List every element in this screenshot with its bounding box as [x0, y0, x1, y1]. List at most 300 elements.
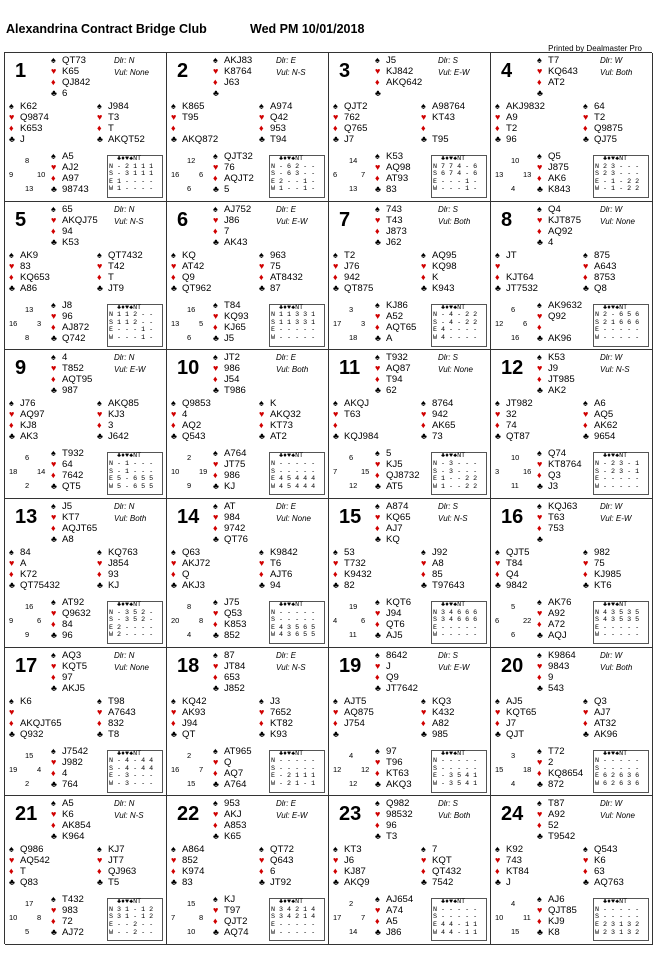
spade-holding	[421, 101, 465, 112]
hcp-east: 5	[199, 318, 204, 328]
cards: AT2	[270, 431, 287, 443]
dd-row: W - 3 5 4 1	[433, 780, 478, 788]
diamond-icon: ♦	[583, 866, 588, 877]
spade-holding	[495, 696, 536, 707]
cards: A864	[182, 844, 205, 856]
diamond-holding	[51, 820, 91, 831]
club-holding	[537, 184, 570, 195]
cards: QT875	[344, 282, 374, 294]
board-24	[491, 796, 653, 945]
club-icon: ♣	[9, 282, 15, 293]
club-holding	[171, 134, 218, 145]
cards: AJ7	[594, 706, 611, 718]
spade-icon: ♠	[171, 844, 176, 855]
diamond-icon: ♦	[97, 420, 102, 431]
heart-holding	[333, 261, 373, 272]
hcp-south: 9	[187, 481, 192, 491]
cards: K8764	[224, 66, 252, 77]
diamond-holding	[375, 77, 422, 88]
diamond-holding	[333, 123, 367, 134]
double-dummy-table	[107, 750, 163, 793]
dd-row: S 4 3 5 3 5	[595, 616, 640, 625]
dd-row: W - - - 1 -	[433, 185, 478, 194]
diamond-icon: ♦	[333, 866, 338, 877]
heart-icon: ♥	[495, 409, 501, 420]
cards: KJ	[224, 481, 236, 493]
spade-holding	[171, 250, 211, 261]
cards: AQ98	[386, 162, 411, 173]
heart-icon: ♥	[51, 607, 57, 618]
spade-holding	[333, 250, 373, 261]
cards: K53	[386, 151, 404, 162]
club-holding	[97, 729, 136, 740]
dd-row: E 2 - - - -	[109, 623, 154, 632]
cards: 62	[386, 385, 397, 397]
heart-holding	[375, 459, 420, 470]
cards: T6	[270, 557, 282, 569]
heart-holding	[213, 162, 254, 173]
heart-holding	[213, 459, 246, 470]
cards: K65	[62, 66, 80, 77]
heart-icon: ♥	[9, 557, 15, 568]
spade-holding	[259, 250, 303, 261]
cards: Q932	[20, 728, 44, 740]
hand-north	[213, 55, 252, 99]
hand-north	[51, 798, 91, 842]
diamond-holding	[421, 569, 465, 580]
diamond-icon: ♦	[421, 568, 426, 579]
cards: 9	[548, 671, 554, 683]
heart-holding	[9, 558, 60, 569]
dd-row: S 2 3 - - -	[595, 170, 640, 179]
hand-west	[495, 398, 533, 442]
diamond-holding	[537, 523, 577, 534]
cards: AK93	[182, 706, 206, 718]
spade-icon: ♠	[537, 448, 542, 459]
heart-holding	[333, 112, 367, 123]
club-holding	[333, 729, 374, 740]
hcp-compass	[9, 305, 47, 345]
diamond-holding	[97, 569, 138, 580]
heart-icon: ♥	[537, 660, 543, 671]
dealer-vul	[438, 204, 478, 228]
spade-icon: ♠	[583, 249, 588, 260]
club-holding	[537, 88, 578, 99]
board-15	[329, 499, 491, 648]
cards: AKJ83	[224, 55, 253, 66]
dd-row: S - 3 - - -	[433, 467, 478, 476]
cards: K9432	[344, 568, 372, 580]
cards: AQ3	[62, 649, 82, 661]
cards: J3	[270, 695, 281, 707]
cards: 942	[432, 409, 449, 421]
cards: A82	[432, 717, 450, 729]
diamond-holding	[213, 820, 246, 831]
spade-holding	[9, 696, 62, 707]
cards: J7542	[62, 745, 89, 757]
heart-holding	[51, 757, 88, 768]
heart-holding	[583, 261, 616, 272]
spade-holding	[375, 204, 407, 215]
spade-holding	[9, 547, 60, 558]
cards: Q9632	[62, 607, 91, 619]
hand-east	[421, 547, 465, 591]
club-icon: ♣	[51, 682, 57, 693]
cards: J92	[432, 546, 448, 558]
hcp-west: 6	[495, 615, 500, 625]
spade-icon: ♠	[213, 745, 218, 756]
hand-west	[495, 696, 536, 740]
hcp-south: 13	[349, 184, 358, 193]
cards: 73	[432, 431, 443, 443]
spade-icon: ♠	[375, 299, 380, 310]
club-icon: ♣	[375, 629, 381, 640]
hcp-east: 6	[361, 615, 366, 625]
heart-icon: ♥	[333, 409, 339, 420]
spade-holding	[537, 300, 582, 311]
diamond-holding	[259, 272, 303, 283]
diamond-holding	[375, 523, 411, 534]
club-holding	[97, 877, 136, 888]
hcp-compass	[333, 156, 371, 196]
cards: K865	[182, 101, 205, 112]
heart-holding	[51, 459, 84, 470]
heart-holding	[375, 311, 416, 322]
club-holding	[213, 333, 249, 344]
cards: AQ875	[344, 706, 374, 718]
diamond-holding	[583, 123, 623, 134]
diamond-icon: ♦	[51, 820, 56, 831]
heart-icon: ♥	[213, 459, 219, 470]
heart-icon: ♥	[537, 809, 543, 820]
spade-holding	[333, 547, 372, 558]
hcp-south: 15	[511, 927, 520, 937]
board-number: 3	[339, 60, 351, 82]
heart-holding	[537, 661, 576, 672]
club-icon: ♣	[213, 236, 219, 247]
cards: A8	[62, 533, 74, 545]
diamond-icon: ♦	[51, 522, 56, 533]
club-icon: ♣	[171, 728, 177, 739]
diamond-icon: ♦	[9, 420, 14, 431]
dealer-label: Dlr: E	[276, 501, 296, 511]
heart-icon: ♥	[495, 706, 501, 717]
hcp-east: 10	[37, 170, 46, 179]
cards: Q643	[270, 855, 294, 867]
cards: 764	[62, 778, 79, 790]
cards: AQ74	[224, 927, 249, 939]
cards: T986	[224, 385, 246, 397]
cards: AQ2	[182, 420, 202, 432]
cards: KQ	[182, 249, 196, 261]
heart-icon: ♥	[333, 855, 339, 866]
hand-north	[537, 55, 578, 99]
spade-holding	[171, 844, 204, 855]
double-dummy-table	[431, 155, 487, 198]
club-holding	[213, 927, 249, 938]
heart-icon: ♥	[9, 706, 15, 717]
cards: 85	[432, 568, 443, 580]
cards: 6	[270, 866, 276, 878]
diamond-holding	[375, 768, 412, 779]
vulnerability-label: Vul: Both	[276, 365, 309, 375]
hand-south	[375, 746, 412, 790]
diamond-holding	[213, 672, 245, 683]
hcp-west: 3	[495, 467, 500, 477]
heart-holding	[213, 809, 246, 820]
cards: 7642	[62, 470, 84, 482]
heart-icon: ♥	[537, 363, 543, 374]
spade-holding	[171, 696, 207, 707]
cards: K	[270, 398, 277, 410]
club-holding	[333, 283, 373, 294]
diamond-icon: ♦	[213, 173, 218, 183]
hcp-east: 16	[523, 467, 532, 477]
spade-holding	[259, 398, 301, 409]
dealer-label: Dlr: E	[276, 799, 296, 809]
heart-icon: ♥	[537, 310, 543, 321]
spade-holding	[421, 547, 465, 558]
hand-east	[583, 398, 617, 442]
diamond-icon: ♦	[51, 374, 56, 385]
cards: 74	[506, 420, 517, 432]
cards: J7	[506, 717, 517, 729]
dd-row: W 4 - - - -	[433, 334, 478, 343]
diamond-icon: ♦	[213, 820, 218, 831]
spade-icon: ♠	[9, 101, 14, 111]
heart-icon: ♥	[171, 112, 177, 122]
heart-holding	[421, 409, 455, 420]
cards: AJ872	[62, 321, 90, 333]
dealer-vul	[276, 204, 316, 228]
diamond-icon: ♦	[537, 618, 542, 629]
vulnerability-label: Vul: E-W	[600, 513, 632, 523]
hcp-north: 10	[511, 156, 520, 165]
cards: AK6	[548, 173, 567, 184]
double-dummy-table	[593, 750, 649, 793]
heart-holding	[375, 215, 407, 226]
cards: J	[386, 660, 391, 672]
diamond-holding	[9, 718, 62, 729]
spade-icon: ♠	[583, 844, 588, 855]
heart-icon: ♥	[421, 706, 427, 717]
cards: 98532	[386, 809, 413, 821]
heart-holding	[375, 757, 412, 768]
spade-holding	[213, 352, 246, 363]
cards: T3	[108, 112, 120, 123]
cards: AJ5	[386, 629, 403, 641]
cards: T8	[108, 728, 120, 740]
hcp-south: 16	[511, 332, 520, 342]
diamond-holding	[583, 718, 617, 729]
dd-row: E - - - - -	[433, 623, 478, 632]
cards: K853	[224, 618, 247, 630]
club-holding	[213, 385, 246, 396]
spade-icon: ♠	[333, 398, 338, 409]
club-holding	[375, 534, 411, 545]
diamond-icon: ♦	[537, 470, 542, 481]
cards: AJ6	[548, 894, 565, 906]
board-19	[329, 648, 491, 797]
cards: QT72	[270, 844, 294, 856]
spade-icon: ♠	[421, 249, 426, 260]
board-number: 1	[15, 60, 27, 82]
spade-icon: ♠	[171, 249, 176, 260]
spade-icon: ♠	[51, 203, 56, 214]
club-holding	[537, 534, 577, 545]
hand-south	[213, 894, 249, 938]
spade-holding	[495, 547, 529, 558]
diamond-holding	[97, 123, 145, 134]
cards: 84	[20, 546, 31, 558]
dd-header: ♣♦♥♠NT	[595, 303, 628, 312]
cards: AKQ85	[108, 398, 139, 410]
cards: JT9	[108, 282, 124, 294]
hcp-south: 9	[25, 629, 30, 639]
diamond-icon: ♦	[213, 321, 218, 332]
hand-south	[537, 448, 582, 492]
cards: Q53	[224, 607, 243, 619]
cards: 97	[62, 671, 73, 683]
heart-holding	[213, 66, 252, 77]
spade-holding	[375, 798, 413, 809]
heart-icon: ♥	[375, 660, 381, 671]
spade-icon: ♠	[537, 151, 542, 161]
hcp-east: 3	[37, 318, 42, 328]
diamond-holding	[51, 672, 87, 683]
spade-holding	[537, 894, 577, 905]
hand-south	[375, 448, 420, 492]
hand-west	[495, 250, 538, 294]
club-holding	[583, 283, 616, 294]
cards: AQ87	[386, 363, 411, 375]
dd-row: N 1 1 3 3 1	[271, 311, 316, 320]
hand-south	[375, 151, 411, 195]
diamond-holding	[537, 322, 582, 333]
dd-row: N 3 4 6 6 6	[433, 608, 478, 617]
double-dummy-table	[269, 601, 325, 644]
cards: JT985	[548, 374, 575, 386]
cards: 5	[224, 184, 230, 195]
vulnerability-label: Vul: Both	[114, 513, 147, 523]
hand-north	[375, 204, 407, 248]
club-holding	[537, 333, 582, 344]
heart-holding	[421, 707, 454, 718]
cards: 4	[548, 236, 554, 248]
heart-holding	[259, 707, 293, 718]
dd-row: W 4 4 - 1 1	[433, 928, 478, 937]
cards: KT8764	[548, 459, 582, 471]
hand-west	[333, 250, 373, 294]
cards: KQ98	[432, 260, 457, 272]
diamond-holding	[259, 569, 298, 580]
heart-holding	[51, 512, 97, 523]
spade-holding	[537, 746, 583, 757]
cards: AKQ32	[270, 409, 301, 421]
dd-row: S - - - - -	[271, 616, 316, 625]
hcp-west: 20	[171, 615, 180, 625]
dd-row: N 2 3 - - -	[595, 162, 640, 171]
dd-row: E - 1 - 2 2	[595, 177, 640, 186]
heart-holding	[537, 162, 570, 173]
cards: QJ963	[108, 866, 137, 878]
club-icon: ♣	[259, 134, 265, 144]
hand-east	[259, 844, 294, 888]
board-21	[5, 796, 167, 945]
cards: T852	[62, 363, 84, 375]
hand-south	[213, 300, 249, 344]
club-holding	[583, 729, 617, 740]
hand-west	[9, 844, 50, 888]
spade-icon: ♠	[421, 101, 426, 111]
spade-icon: ♠	[97, 101, 102, 111]
hand-north	[375, 650, 418, 694]
double-dummy-table	[269, 452, 325, 495]
dd-header: ♣♦♥♠NT	[433, 600, 466, 609]
diamond-holding	[213, 173, 254, 184]
cards: QJT5	[506, 546, 530, 558]
cards: K92	[506, 844, 524, 856]
heart-icon: ♥	[537, 905, 543, 916]
heart-icon: ♥	[97, 557, 103, 568]
cards: K6	[62, 809, 74, 821]
diamond-icon: ♦	[213, 671, 218, 682]
heart-icon: ♥	[537, 511, 543, 522]
hcp-south: 5	[25, 927, 30, 937]
heart-holding	[51, 661, 87, 672]
hand-east	[583, 250, 616, 294]
heart-icon: ♥	[375, 756, 381, 767]
club-holding	[51, 683, 87, 694]
hand-west	[171, 696, 207, 740]
heart-icon: ♥	[495, 112, 501, 122]
spade-holding	[421, 696, 454, 707]
spade-icon: ♠	[333, 546, 338, 557]
club-icon: ♣	[333, 282, 339, 293]
diamond-holding	[51, 523, 97, 534]
cards: A874	[386, 500, 409, 512]
heart-icon: ♥	[51, 363, 57, 374]
cards: K53	[548, 352, 566, 364]
spade-icon: ♠	[375, 203, 380, 214]
cards: KQ8654	[548, 767, 584, 779]
cards: AJT5	[344, 695, 367, 707]
heart-icon: ♥	[375, 511, 381, 522]
heart-holding	[51, 66, 90, 77]
cards: K6	[20, 695, 32, 707]
cards: T63	[548, 511, 565, 523]
cards: AKQJ	[344, 398, 370, 410]
diamond-icon: ♦	[333, 568, 338, 579]
club-icon: ♣	[537, 481, 543, 492]
dd-header: ♣♦♥♠NT	[595, 600, 628, 609]
club-icon: ♣	[51, 481, 57, 492]
dealer-label: Dlr: E	[276, 56, 296, 65]
hcp-east: 22	[523, 615, 532, 625]
heart-holding	[213, 512, 248, 523]
cards: KJ8	[20, 420, 37, 432]
cards: JT92	[270, 877, 292, 889]
club-icon: ♣	[333, 579, 339, 590]
double-dummy-table	[593, 898, 649, 941]
cards: AK62	[594, 420, 618, 432]
board-4	[491, 53, 653, 202]
diamond-holding	[495, 272, 538, 283]
club-holding	[9, 134, 49, 145]
hcp-compass	[333, 751, 371, 791]
club-icon: ♣	[537, 629, 543, 640]
hcp-north: 8	[25, 156, 30, 165]
